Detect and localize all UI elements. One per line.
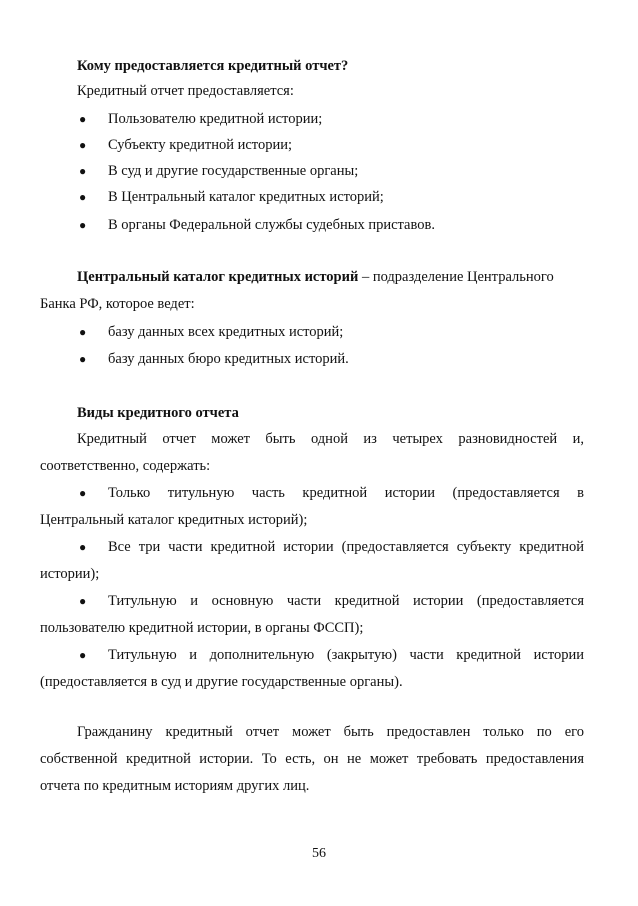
list-item: Только титульную часть кредитной истории (предоставляется в (108, 485, 584, 501)
list-item-continuation: (предоставляется в суд и другие государственные органы). (40, 674, 403, 690)
list-item-continuation: пользователю кредитной истории, в органы ФССП); (40, 620, 364, 636)
bullet-icon: ● (79, 352, 87, 366)
bullet-icon: ● (79, 325, 87, 339)
paragraph-line: соответственно, содержать: (40, 458, 211, 474)
paragraph-line: собственной кредитной истории. То есть, он не может требовать предоставления (40, 751, 584, 767)
definition-continuation: Банка РФ, которое ведет: (40, 296, 195, 312)
list-item: Титульную и дополнительную (закрытую) части кредитной истории (108, 647, 584, 663)
bullet-icon: ● (79, 486, 87, 500)
bullet-icon: ● (79, 540, 87, 554)
bullet-icon: ● (79, 648, 87, 662)
defined-term: Центральный каталог кредитных историй (77, 269, 359, 285)
definition-text: – подразделение Центрального (358, 269, 554, 285)
definition-paragraph (77, 268, 554, 286)
bullet-icon: ● (79, 218, 87, 232)
bullet-icon: ● (79, 594, 87, 608)
paragraph-line: Гражданину кредитный отчет может быть предоставлен только по его (77, 724, 584, 740)
bullet-icon: ● (79, 112, 87, 126)
list-item: Все три части кредитной истории (предоставляется субъекту кредитной (108, 539, 584, 555)
list-item: Субъекту кредитной истории; (108, 137, 292, 153)
page-number: 56 (312, 846, 326, 861)
bullet-icon: ● (79, 190, 87, 204)
list-item: базу данных бюро кредитных историй. (108, 351, 349, 367)
list-item: Титульную и основную части кредитной истории (предоставляется (108, 593, 584, 609)
list-item: В Центральный каталог кредитных историй; (108, 189, 384, 205)
list-item-continuation: Центральный каталог кредитных историй); (40, 512, 308, 528)
paragraph-line: отчета по кредитным историям других лиц. (40, 778, 310, 794)
list-item: В суд и другие государственные органы; (108, 163, 359, 179)
section-heading-report-types: Виды кредитного отчета (77, 405, 239, 421)
list-item-continuation: истории); (40, 566, 100, 582)
paragraph-intro: Кредитный отчет предоставляется: (77, 83, 294, 99)
bullet-icon: ● (79, 164, 87, 178)
list-item: Пользователю кредитной истории; (108, 111, 323, 127)
section-heading-who-receives: Кому предоставляется кредитный отчет? (77, 58, 349, 74)
list-item: базу данных всех кредитных историй; (108, 324, 344, 340)
paragraph-line: Кредитный отчет может быть одной из четырех разновидностей и, (77, 431, 584, 447)
bullet-icon: ● (79, 138, 87, 152)
list-item: В органы Федеральной службы судебных приставов. (108, 217, 435, 233)
